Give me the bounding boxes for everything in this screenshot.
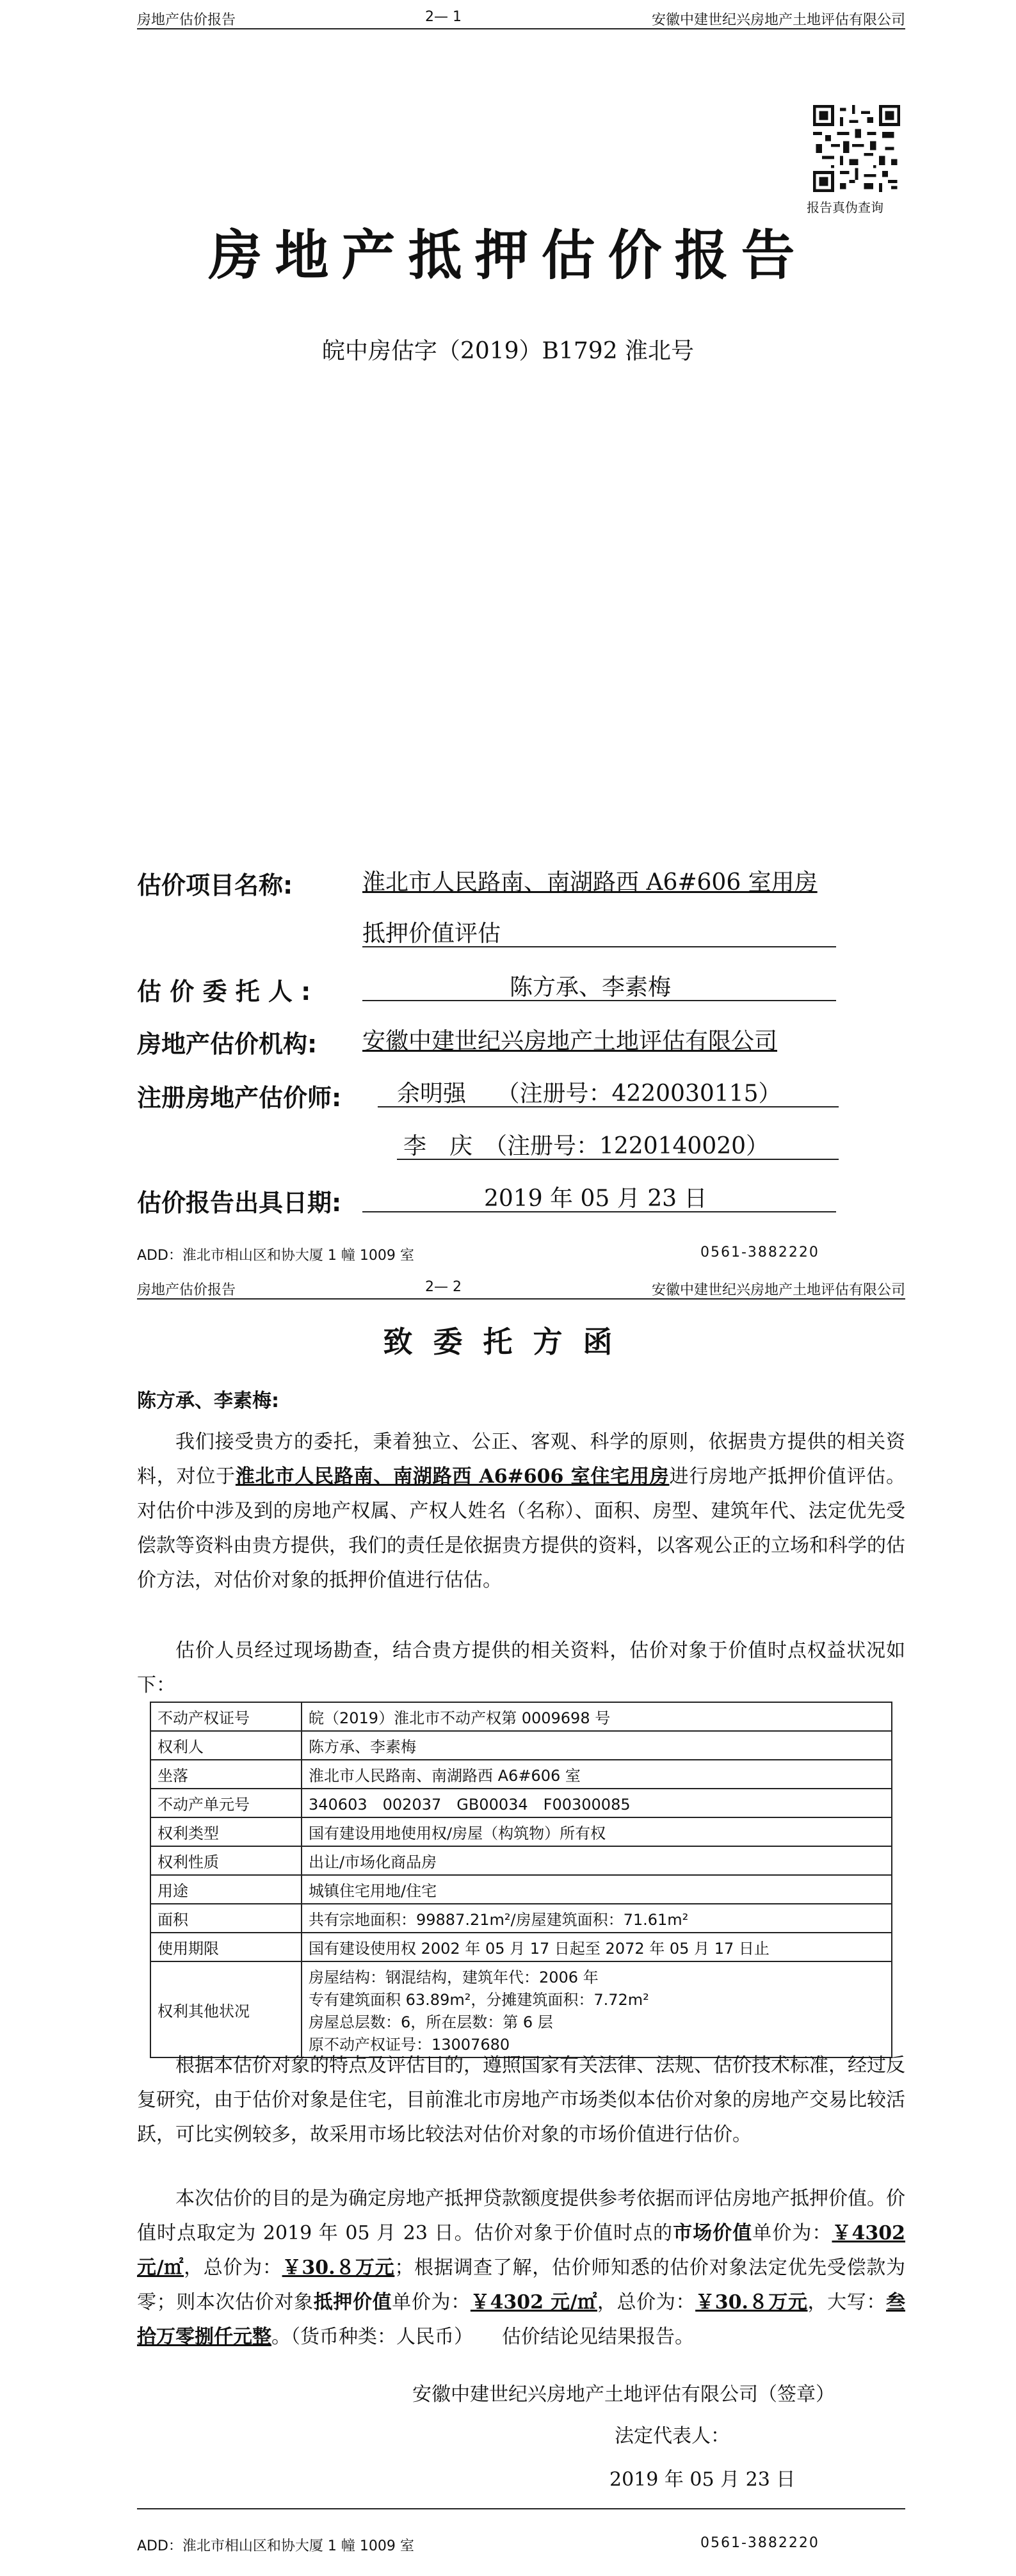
- appraiser-1-value: 余明强 （注册号：4220030115）: [397, 1081, 782, 1107]
- p4-text: ；根据调查了解，估价师知悉的估价对象法定优先受偿款为零；则本次估价对象: [137, 2257, 905, 2314]
- header-left: 房地产估价报告: [137, 12, 236, 28]
- page1-header: [137, 5, 905, 29]
- header-company: 安徽中建世纪兴房地产土地评估有限公司: [651, 12, 905, 28]
- company-signature: 安徽中建世纪兴房地产土地评估有限公司（签章）: [412, 2383, 835, 2406]
- field-value-date: [362, 1180, 836, 1212]
- p4-text: ，大写：: [807, 2291, 887, 2314]
- paragraph-1: [137, 1425, 905, 1598]
- field-value-client: [362, 969, 836, 1001]
- client-value: 陈方承、李素梅: [510, 974, 672, 1001]
- agency-value: 安徽中建世纪兴房地产土地评估有限公司: [362, 1028, 778, 1054]
- p4-mortgage-total: ￥30.８万元: [695, 2291, 808, 2314]
- footer-address: ADD：淮北市相山区和协大厦 1 幢 1009 室: [137, 1248, 414, 1264]
- signature-date: 2019 年 05 月 23 日: [609, 2468, 796, 2491]
- table-row: [150, 1789, 892, 1817]
- header-page-number: 2— 2: [425, 1279, 462, 1295]
- p4-market-unit-price: ￥4302 元/㎡: [137, 2222, 906, 2279]
- table-row: [150, 1760, 892, 1789]
- table-key: 权利其他状况: [150, 1961, 302, 2057]
- appraiser-2-value: 李 庆 （注册号：1220140020）: [403, 1133, 770, 1159]
- table-key: 不动产权证号: [150, 1702, 302, 1731]
- p4-mortgage-value-label: 抵押价值: [313, 2291, 392, 2314]
- header-left: 房地产估价报告: [137, 1282, 236, 1298]
- p4-market-value-label: 市场价值: [673, 2222, 753, 2244]
- paragraph-3: 根据本估价对象的特点及评估目的，遵照国家有关法律、法规、估价技术标准，经过反复研究，由于估价对象是住宅，目前淮北市房地产市场类似本估价对象的房地产交易比较活跃，可比实例较多，故采用市场比较法对估价对象的市场价值进行估价。: [137, 2054, 905, 2146]
- header-company: 安徽中建世纪兴房地产土地评估有限公司: [651, 1282, 905, 1298]
- table-value: 皖（2019）淮北市不动产权第 0009698 号: [302, 1702, 892, 1731]
- table-key: 权利人: [150, 1731, 302, 1760]
- field-label-appraiser: 注册房地产估价师:: [137, 1084, 342, 1112]
- p4-market-total: ￥30.８万元: [282, 2257, 395, 2279]
- rights-table: [150, 1702, 892, 2058]
- other-line: 房屋总层数：6，所在层数：第 6 层: [309, 2013, 553, 2031]
- table-value: 340603 002037 GB00034 F00300085: [302, 1789, 892, 1817]
- p4-text: 单价为：: [752, 2222, 832, 2244]
- paragraph-4: [137, 2182, 905, 2355]
- table-value: 出让/市场化商品房: [302, 1846, 892, 1875]
- paragraph-2: 估价人员经过现场勘查，结合贵方提供的相关资料，估价对象于价值时点权益状况如下：: [137, 1639, 905, 1696]
- table-key: 用途: [150, 1875, 302, 1904]
- footer-address: ADD：淮北市相山区和协大厦 1 幢 1009 室: [137, 2538, 414, 2554]
- table-row: [150, 1933, 892, 1961]
- p4-text: ，总价为：: [597, 2291, 696, 2314]
- table-row: [150, 1875, 892, 1904]
- field-value-project-2: [362, 915, 836, 947]
- table-key: 面积: [150, 1904, 302, 1933]
- other-line: 专有建筑面积 63.89m²，分摊建筑面积：7.72m²: [309, 1991, 649, 2009]
- table-value: 共有宗地面积：99887.21m²/房屋建筑面积：71.61m²: [302, 1904, 892, 1933]
- field-label-agency: 房地产估价机构:: [137, 1030, 318, 1058]
- table-row: [150, 1702, 892, 1731]
- letter-title: 致委托方函: [383, 1324, 633, 1359]
- report-number: 皖中房估字（2019）B1792 淮北号: [321, 338, 695, 364]
- table-row: [150, 1961, 892, 2057]
- p1-text-a: 我们接受贵方的委托，秉着独立、公正、客观、科学的原则，依据贵方提供的相关资料，对位于: [137, 1431, 905, 1488]
- p4-text: 本次估价的目的是为确定房地产抵押贷款额度提供参考依据而评估房地产抵押价值。价值时点取定为 2019 年 05 月 23 日。估价对象于价值时点的: [137, 2187, 905, 2244]
- report-title: 房地产抵押估价报告: [208, 223, 808, 287]
- footer-divider: [137, 2508, 905, 2509]
- table-row: [150, 1731, 892, 1760]
- table-key: 权利性质: [150, 1846, 302, 1875]
- p4-amount-in-words: 叁拾万零捌仟元整: [137, 2291, 906, 2348]
- table-key: 权利类型: [150, 1817, 302, 1846]
- table-key: 使用期限: [150, 1933, 302, 1961]
- other-line: 房屋结构：钢混结构，建筑年代：2006 年: [309, 1968, 599, 1986]
- qr-code-icon: [813, 105, 900, 192]
- table-key: 不动产单元号: [150, 1789, 302, 1817]
- table-value: 国有建设使用权 2002 年 05 月 17 日起至 2072 年 05 月 17 日止: [302, 1933, 892, 1961]
- field-value-agency: [362, 1023, 849, 1054]
- table-value-multiline: [302, 1961, 892, 2057]
- table-value: 城镇住宅用地/住宅: [302, 1875, 892, 1904]
- salutation: 陈方承、李素梅:: [137, 1390, 279, 1412]
- p4-mortgage-unit-price: ￥4302 元/㎡: [470, 2291, 597, 2314]
- other-line: 原不动产权证号：13007680: [309, 2036, 510, 2054]
- p4-text: ，总价为：: [184, 2257, 282, 2279]
- table-key: 坐落: [150, 1760, 302, 1789]
- p1-property: 淮北市人民路南、南湖路西 A6#606 室住宅用房: [235, 1465, 670, 1488]
- field-label-date: 估价报告出具日期:: [137, 1189, 342, 1217]
- date-value: 2019 年 05 月 23 日: [484, 1186, 707, 1212]
- table-value: 淮北市人民路南、南湖路西 A6#606 室: [302, 1760, 892, 1789]
- field-value-project: [362, 864, 868, 895]
- field-value-appraiser-1: [378, 1075, 839, 1107]
- table-value: 陈方承、李素梅: [302, 1731, 892, 1760]
- project-value-line1: 淮北市人民路南、南湖路西 A6#606 室用房: [362, 869, 818, 896]
- legal-representative: 法定代表人：: [615, 2425, 730, 2447]
- table-row: [150, 1904, 892, 1933]
- footer-phone: 0561-3882220: [700, 2535, 819, 2551]
- table-row: [150, 1846, 892, 1875]
- qr-caption: 报告真伪查询: [807, 200, 883, 215]
- p1-text-c: 进行房地产抵押价值评估。对估价中涉及到的房地产权属、产权人姓名（名称）、面积、房型、建筑年代、法定优先受偿款等资料由贵方提供，我们的责任是依据贵方提供的资料，以客观公正的立场和科学的估价方法，对估价对象的抵押价值进行估估。: [137, 1465, 905, 1591]
- footer-phone: 0561-3882220: [700, 1244, 819, 1260]
- table-value: 国有建设用地使用权/房屋（构筑物）所有权: [302, 1817, 892, 1846]
- field-value-appraiser-2: [397, 1128, 839, 1160]
- field-label-project: 估价项目名称:: [137, 871, 293, 899]
- header-page-number: 2— 1: [425, 9, 462, 25]
- field-label-client: 估 价 委 托 人 :: [137, 978, 311, 1006]
- page2-header: [137, 1275, 905, 1300]
- p4-text: 单价为：: [392, 2291, 471, 2314]
- p4-text: 。（货币种类：人民币） 估价结论见结果报告。: [271, 2326, 694, 2348]
- project-value-line2: 抵押价值评估: [362, 921, 501, 947]
- table-row: [150, 1817, 892, 1846]
